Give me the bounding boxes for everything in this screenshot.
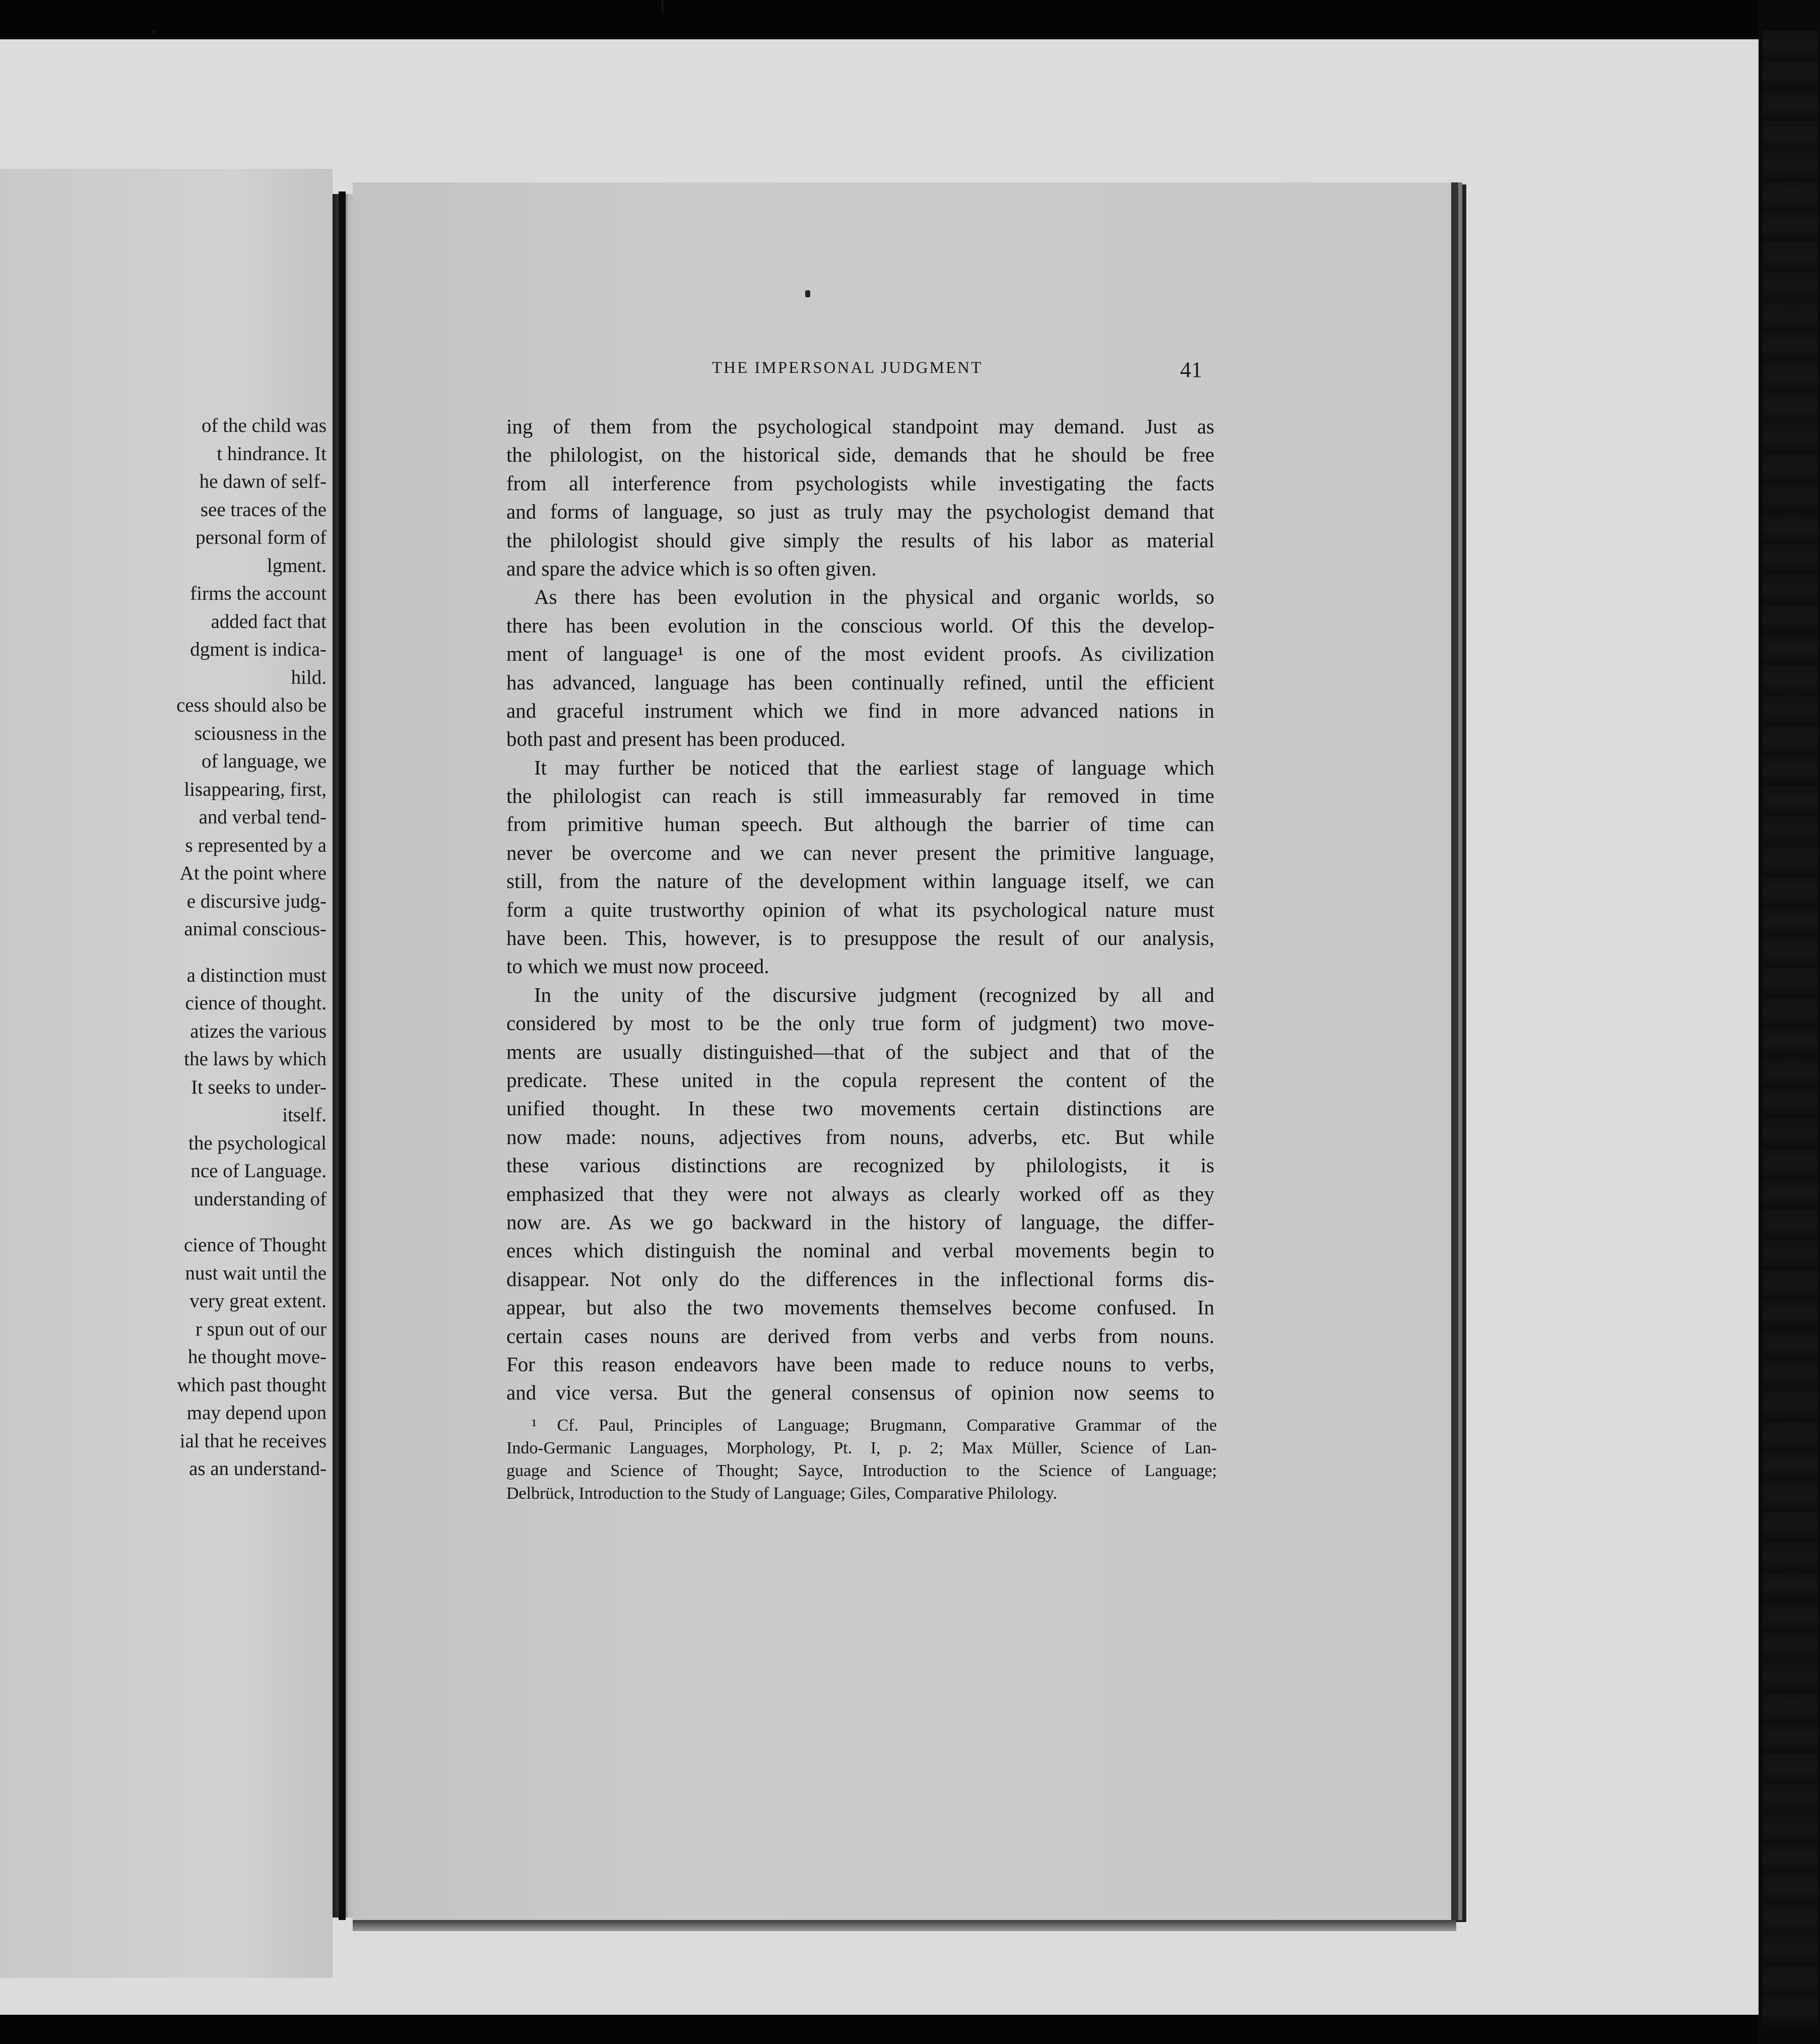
left-page-line: added fact that [211, 610, 327, 632]
left-page-line: animal conscious- [184, 918, 327, 940]
text-line: predicate. These united in the copula represent the content of the [506, 1068, 1214, 1092]
scan-mark [661, 0, 664, 13]
text-line: and forms of language, so just as truly may the psychologist demand that [506, 500, 1214, 524]
left-page-line: hild. [291, 666, 327, 688]
left-page-line: cience of thought. [185, 992, 327, 1014]
text-line: from all interference from psychologists while investigating the facts [506, 471, 1214, 495]
footnote-line: Delbrück, Introduction to the Study of Language; Giles, Comparative Philology. [506, 1484, 1058, 1503]
text-line: there has been evolution in the conscious world. Of this the develop- [506, 613, 1214, 637]
text-line: ment of language¹ is one of the most evident proofs. As civilization [506, 642, 1214, 666]
left-page-line: the psychological [188, 1132, 327, 1154]
text-line: still, from the nature of the development within language itself, we can [506, 869, 1214, 893]
text-line: to which we must now proceed. [506, 954, 769, 978]
left-page-line: of the child was [201, 415, 327, 436]
text-line: now made: nouns, adjectives from nouns, adverbs, etc. But while [506, 1125, 1214, 1148]
left-page-line: lgment. [267, 554, 327, 577]
scan-mark [152, 30, 156, 34]
left-page-line: which past thought [177, 1374, 327, 1396]
text-line: have been. This, however, is to presuppose the result of our analysis, [506, 926, 1214, 950]
left-page-line: It seeks to under- [191, 1076, 327, 1098]
left-page-line [0, 943, 327, 962]
text-line: ences which distinguish the nominal and verbal movements begin to [506, 1239, 1214, 1262]
text-line: and vice versa. But the general consensus of opinion now seems to [506, 1381, 1214, 1404]
left-page-line: dgment is indica- [190, 638, 327, 660]
left-page-line: e discursive judg- [186, 890, 327, 912]
text-line: For this reason endeavors have been made to reduce nouns to verbs, [506, 1352, 1214, 1376]
left-page-line: nce of Language. [190, 1160, 327, 1182]
text-line: and spare the advice which is so often given. [506, 556, 877, 580]
left-page-line: s represented by a [185, 834, 327, 856]
left-page-line: itself. [282, 1104, 327, 1126]
left-page-text [0, 412, 327, 1483]
left-page-line: understanding of [193, 1188, 327, 1210]
running-head: THE IMPERSONAL JUDGMENT [712, 359, 983, 377]
text-line: form a quite trustworthy opinion of what its psychological nature must [506, 898, 1214, 921]
ink-speck [805, 290, 810, 297]
text-line: from primitive human speech. But although the barrier of time can [506, 812, 1214, 836]
book-spine [339, 191, 346, 1920]
left-page-line: cess should also be [176, 694, 327, 716]
left-page-line: a distinction must [186, 964, 327, 986]
text-line: ments are usually distinguished—that of the subject and that of the [506, 1040, 1214, 1063]
text-line: emphasized that they were not always as clearly worked off as they [506, 1182, 1214, 1205]
text-line: certain cases nouns are derived from verbs and verbs from nouns. [506, 1324, 1214, 1348]
left-page-line [0, 1213, 327, 1231]
text-line: never be overcome and we can never present the primitive language, [506, 841, 1214, 864]
left-page-line: as an understand- [189, 1458, 327, 1480]
text-line: In the unity of the discursive judgment (recognized by all and [534, 983, 1214, 1006]
left-page-line: he thought move- [187, 1346, 327, 1368]
text-line: unified thought. In these two movements certain distinctions are [506, 1097, 1214, 1120]
left-page-line: and verbal tend- [199, 806, 327, 828]
footnotes [506, 1414, 1217, 1505]
left-page-line: see traces of the [200, 498, 327, 521]
body-text [506, 412, 1214, 1407]
left-page-line: very great extent. [189, 1290, 327, 1312]
left-page-line: may depend upon [186, 1402, 327, 1424]
left-page-line: At the point where [179, 862, 327, 884]
left-page-line: the laws by which [184, 1048, 327, 1070]
left-page-line: he dawn of self- [199, 471, 327, 492]
left-page-line: cience of Thought [183, 1234, 327, 1256]
text-line: both past and present has been produced. [506, 727, 846, 751]
scan-edge-strip [1763, 30, 1818, 2026]
text-line: the philologist can reach is still immeasurably far removed in time [506, 784, 1214, 808]
footnote-line: Indo-Germanic Languages, Morphology, Pt. I, p. 2; Max Müller, Science of Lan- [506, 1439, 1217, 1457]
left-page-line: personal form of [196, 527, 327, 548]
left-page-line: lisappearing, first, [184, 778, 327, 800]
text-line: now are. As we go backward in the history of language, the differ- [506, 1210, 1214, 1234]
left-page-line: nust wait until the [185, 1262, 327, 1284]
text-line: and graceful instrument which we find in more advanced nations in [506, 698, 1214, 722]
text-line: ing of them from the psychological standpoint may demand. Just as [506, 415, 1214, 438]
text-line: As there has been evolution in the physical and organic worlds, so [534, 585, 1214, 609]
left-page [0, 169, 333, 1978]
text-line: the philologist should give simply the results of his labor as material [506, 528, 1214, 552]
text-line: It may further be noticed that the earliest stage of language which [534, 755, 1214, 779]
left-page-line: atizes the various [190, 1020, 327, 1042]
text-line: disappear. Not only do the differences in the inflectional forms dis- [506, 1267, 1214, 1291]
left-page-line: of language, we [202, 750, 327, 772]
text-line: these various distinctions are recognized by philologists, it is [506, 1154, 1214, 1177]
page-number: 41 [1180, 357, 1202, 382]
text-line: appear, but also the two movements themselves become confused. In [506, 1296, 1214, 1319]
text-line: has advanced, language has been continually refined, until the efficient [506, 670, 1214, 694]
text-line: considered by most to be the only true form of judgment) two move- [506, 1011, 1214, 1035]
left-page-line: firms the account [190, 583, 327, 604]
page-edge-bottom [353, 1920, 1456, 1931]
left-page-line: t hindrance. It [217, 442, 327, 465]
left-page-line: sciousness in the [194, 722, 327, 744]
left-page-line: r spun out of our [196, 1318, 327, 1340]
text-line: the philologist, on the historical side, demands that he should be free [506, 443, 1214, 467]
left-page-line: ial that he receives [179, 1430, 327, 1452]
footnote-line: guage and Science of Thought; Sayce, Introduction to the Science of Language; [506, 1461, 1217, 1480]
footnote-line: ¹ Cf. Paul, Principles of Language; Brugmann, Comparative Grammar of the [532, 1416, 1217, 1435]
